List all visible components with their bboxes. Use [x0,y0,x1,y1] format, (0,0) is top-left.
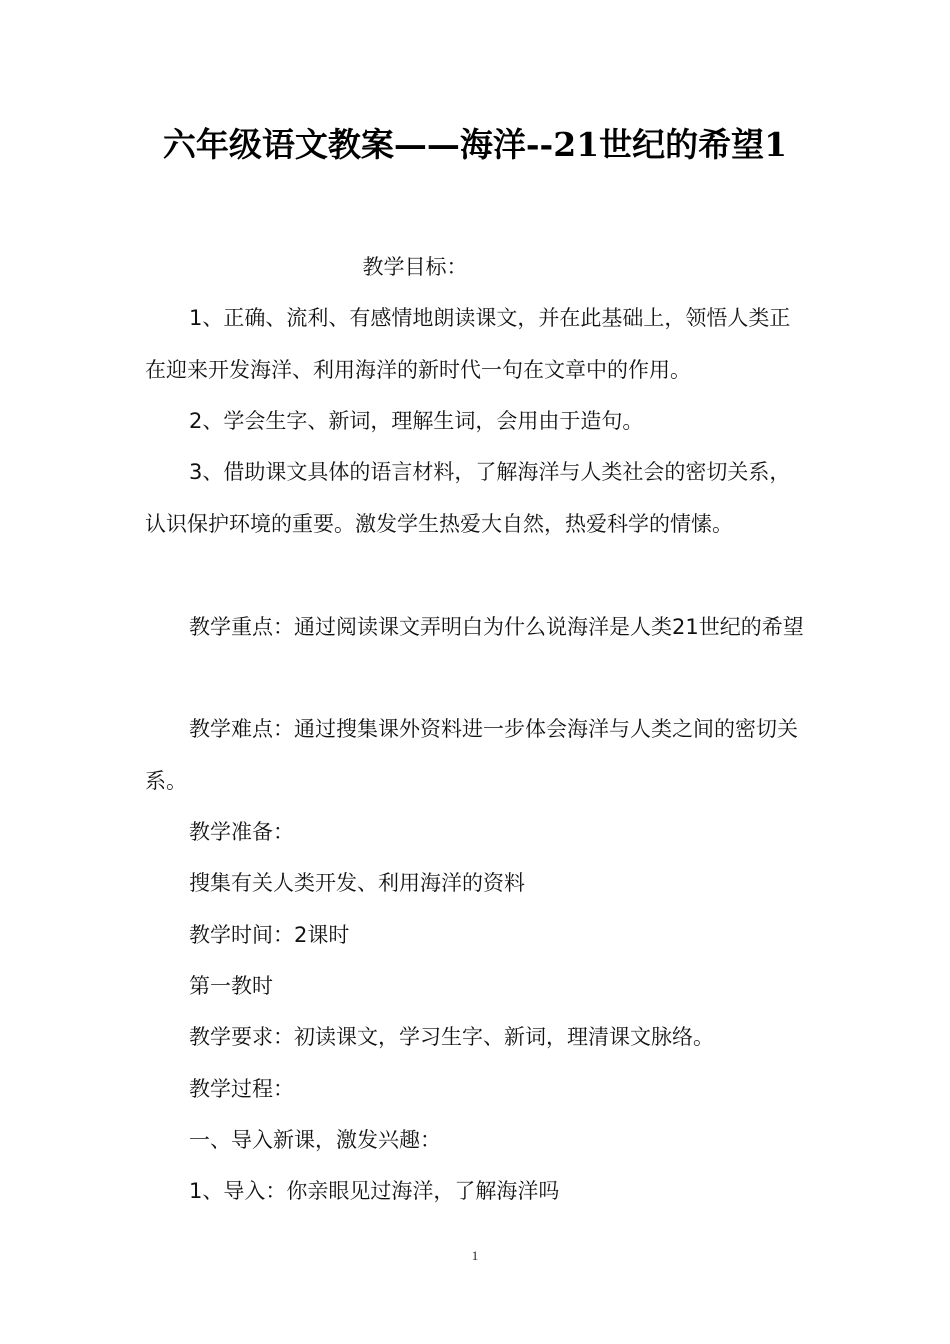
paragraph-difficulty: 教学难点：通过搜集课外资料进一步体会海洋与人类之间的密切关系。 [145,717,798,793]
paragraph-preparation-heading: 教学准备： [189,820,294,844]
paragraph-time: 教学时间：2课时 [189,923,350,947]
paragraph-preparation: 搜集有关人类开发、利用海洋的资料 [189,871,525,895]
page-number: 1 [471,1248,479,1263]
paragraph-requirements: 教学要求：初读课文，学习生字、新词，理清课文脉络。 [189,1025,714,1049]
paragraph-intro-heading: 一、导入新课，激发兴趣： [189,1128,441,1152]
paragraph-intro-1: 1、导入：你亲眼见过海洋，了解海洋吗 [189,1179,560,1203]
paragraph-process-heading: 教学过程： [189,1077,294,1101]
paragraph-key-point: 教学重点：通过阅读课文弄明白为什么说海洋是人类21世纪的希望 [189,615,804,639]
paragraph-objective-1: 1、正确、流利、有感情地朗读课文，并在此基础上，领悟人类正在迎来开发海洋、利用海洋的新时代一句在文章中的作用。 [145,306,791,382]
paragraph-lesson-one: 第一教时 [189,974,273,998]
document-title: 六年级语文教案——海洋--21世纪的希望1 [162,125,788,164]
paragraph-objective-3: 3、借助课文具体的语言材料，了解海洋与人类社会的密切关系，认识保护环境的重要。激发学生热爱大自然，热爱科学的情愫。 [145,460,791,536]
section-heading-objectives: 教学目标： [362,255,468,279]
paragraph-objective-2: 2、学会生字、新词，理解生词，会用由于造句。 [189,409,644,433]
